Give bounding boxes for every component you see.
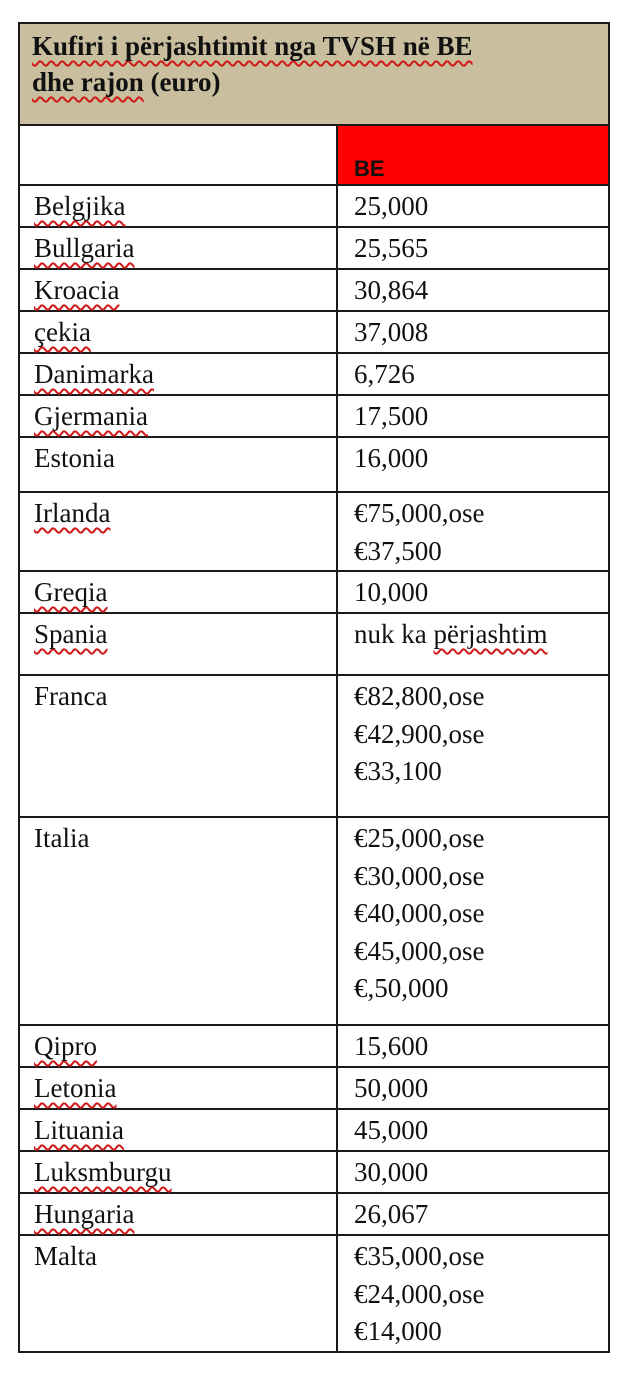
threshold-cell [337, 269, 609, 311]
threshold-value: €75,000,ose [354, 498, 485, 528]
table-row [19, 269, 609, 311]
threshold-value: €45,000,ose [354, 935, 485, 966]
threshold-value: €30,000,ose [354, 860, 485, 891]
country-name: Qipro [34, 1031, 97, 1061]
threshold-cell [337, 437, 609, 492]
country-cell [19, 269, 337, 311]
threshold-value: 25,000 [354, 191, 429, 221]
country-cell [19, 311, 337, 353]
threshold-value: 17,500 [354, 401, 429, 431]
threshold-value: 26,067 [354, 1199, 429, 1229]
table-row [19, 675, 609, 817]
threshold-value: 37,008 [354, 317, 429, 347]
country-cell [19, 1067, 337, 1109]
threshold-value: €25,000,ose [354, 823, 485, 853]
country-cell [19, 492, 337, 571]
table-row [19, 613, 609, 675]
table-row [19, 1235, 609, 1352]
threshold-cell [337, 185, 609, 227]
country-cell [19, 353, 337, 395]
country-cell [19, 1109, 337, 1151]
country-name: Franca [34, 681, 108, 711]
country-name: Letonia [34, 1073, 117, 1103]
threshold-value: 30,864 [354, 275, 429, 305]
title-line-2 [32, 64, 596, 100]
threshold-value: €82,800,ose [354, 681, 485, 711]
table-row [19, 1193, 609, 1235]
country-name: Spania [34, 619, 108, 649]
country-name: Danimarka [34, 359, 154, 389]
threshold-value: 6,726 [354, 359, 415, 389]
table-row [19, 185, 609, 227]
threshold-value: €33,100 [354, 756, 442, 786]
table-row [19, 1109, 609, 1151]
threshold-value: €,50,000 [354, 973, 449, 1003]
threshold-value: 50,000 [354, 1073, 429, 1103]
country-name: Bullgaria [34, 233, 135, 263]
table-row [19, 437, 609, 492]
threshold-value: €37,500 [354, 535, 442, 566]
threshold-value: 45,000 [354, 1115, 429, 1145]
country-name: Estonia [34, 443, 115, 473]
country-cell [19, 395, 337, 437]
threshold-cell [337, 1151, 609, 1193]
country-name: Belgjika [34, 191, 126, 221]
country-name: Malta [34, 1241, 97, 1271]
country-cell [19, 227, 337, 269]
country-name: çekia [34, 317, 91, 347]
country-name: Gjermania [34, 401, 148, 431]
threshold-value: 16,000 [354, 443, 429, 473]
threshold-cell [337, 1067, 609, 1109]
threshold-cell [337, 1109, 609, 1151]
country-cell [19, 1193, 337, 1235]
table-row [19, 1151, 609, 1193]
country-name: Greqia [34, 577, 108, 607]
threshold-cell [337, 311, 609, 353]
threshold-cell [337, 1025, 609, 1067]
country-name: Kroacia [34, 275, 120, 305]
threshold-cell [337, 492, 609, 571]
country-name: Italia [34, 823, 90, 853]
country-cell [19, 1025, 337, 1067]
country-name: Luksmburgu [34, 1157, 172, 1187]
threshold-cell [337, 395, 609, 437]
country-cell [19, 1151, 337, 1193]
threshold-value: 30,000 [354, 1157, 429, 1187]
title-line-2-main: dhe rajon [32, 67, 144, 97]
threshold-value-part: nuk ka [354, 619, 434, 649]
threshold-cell [337, 1193, 609, 1235]
threshold-cell [337, 675, 609, 817]
threshold-value: €42,900,ose [354, 718, 485, 749]
column-header-label: BE [354, 156, 385, 181]
table-row [19, 227, 609, 269]
threshold-value: 25,565 [354, 233, 429, 263]
table-title [19, 23, 609, 125]
threshold-cell [337, 353, 609, 395]
country-cell [19, 1235, 337, 1352]
table-row [19, 492, 609, 571]
vat-exemption-table [18, 22, 610, 1353]
threshold-value: €35,000,ose [354, 1241, 485, 1271]
threshold-value: €14,000 [354, 1316, 442, 1346]
country-cell [19, 571, 337, 613]
country-name: Hungaria [34, 1199, 135, 1229]
country-cell [19, 437, 337, 492]
threshold-value: €24,000,ose [354, 1278, 485, 1309]
threshold-value: 10,000 [354, 577, 429, 607]
threshold-value-part: përjashtim [433, 619, 548, 649]
header-empty-cell [19, 125, 337, 185]
column-header-be [337, 125, 609, 185]
header-row [19, 125, 609, 185]
table-row [19, 353, 609, 395]
threshold-value: 15,600 [354, 1031, 429, 1061]
table-row [19, 571, 609, 613]
threshold-cell [337, 571, 609, 613]
table-row [19, 817, 609, 1025]
country-name: Irlanda [34, 498, 111, 528]
threshold-cell [337, 817, 609, 1025]
table-row [19, 395, 609, 437]
country-cell [19, 185, 337, 227]
title-line-2-unit: (euro) [143, 67, 221, 97]
threshold-value [354, 616, 608, 654]
country-cell [19, 675, 337, 817]
table-row [19, 311, 609, 353]
country-cell [19, 817, 337, 1025]
country-cell [19, 613, 337, 675]
table-row [19, 1067, 609, 1109]
threshold-cell [337, 613, 609, 675]
title-line-1: Kufiri i përjashtimit nga TVSH në BE [32, 31, 473, 61]
threshold-value: €40,000,ose [354, 898, 485, 928]
threshold-cell [337, 1235, 609, 1352]
table-row [19, 1025, 609, 1067]
country-name: Lituania [34, 1115, 124, 1145]
title-row [19, 23, 609, 125]
threshold-cell [337, 227, 609, 269]
